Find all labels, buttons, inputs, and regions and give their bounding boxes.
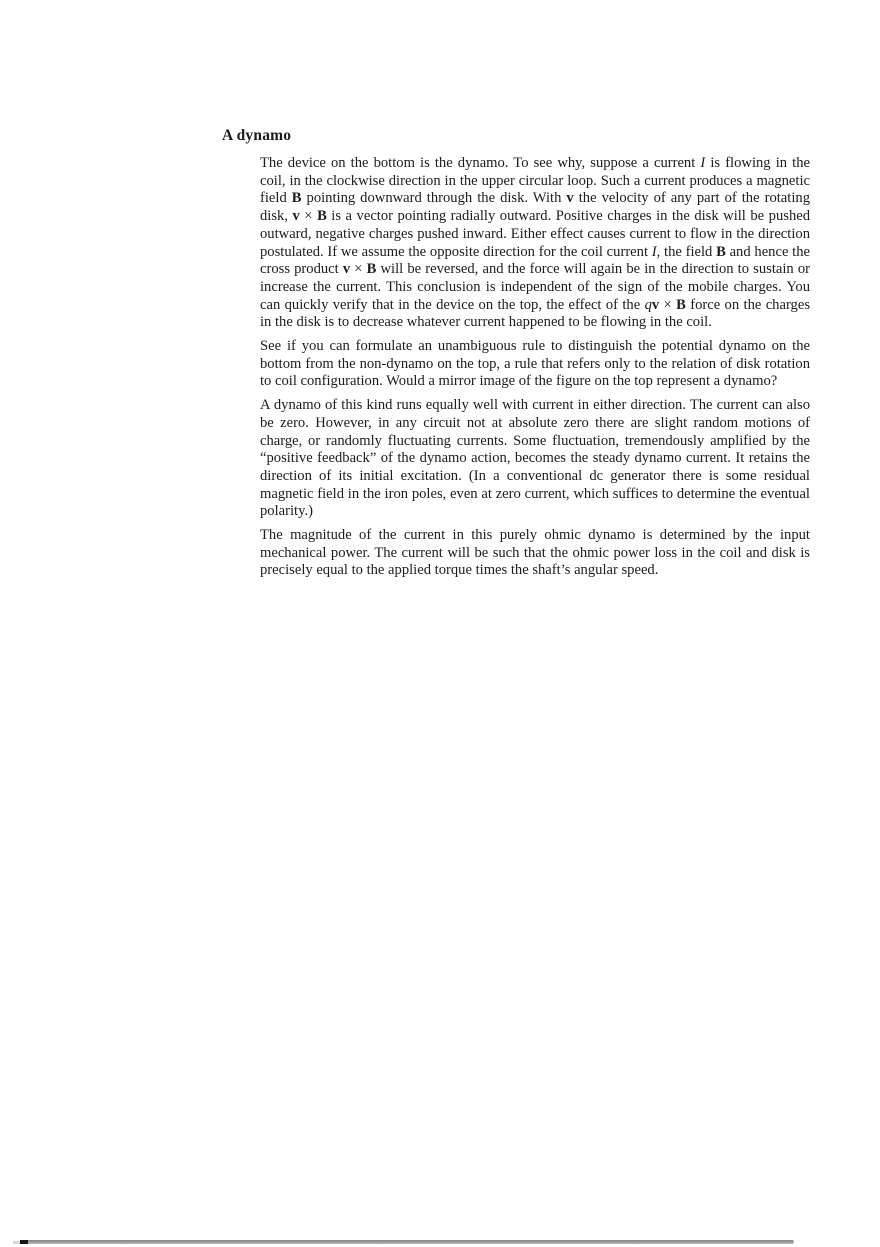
math-symbol: B [317, 208, 327, 225]
text-run: pointing downward through the disk. With [301, 190, 567, 207]
math-symbol: v [651, 296, 660, 313]
text-run: The magnitude of the current in this purely ohmic dynamo is determined by the input mechanical power. The current will be such that the ohmic power loss in the coil and disk is precisely equal to the applied torque times the shaft’s angular speed. [260, 527, 810, 579]
text-run: force on the charges in the disk is to decrease whatever current happened to be flowing in the coil. [260, 296, 811, 331]
page-edge-artifact [0, 1239, 880, 1247]
math-symbol: v [292, 208, 300, 225]
text-run: × [350, 261, 367, 278]
paragraph [260, 397, 810, 521]
math-symbol: I [700, 155, 706, 171]
math-symbol: B [716, 243, 726, 260]
text-run: and hence the cross product [260, 243, 810, 278]
document-body [260, 155, 810, 580]
paragraph [260, 338, 810, 391]
math-symbol: B [676, 296, 686, 313]
edge-gray-bar [28, 1240, 794, 1244]
text-run: , the field [656, 243, 717, 260]
text-run: × [659, 296, 677, 313]
math-symbol: B [366, 261, 377, 278]
text-run: is a vector pointing radially outward. Positive charges in the disk will be pushed outward, negative charges pushed inward. Either effect causes current to flow in the direction postulated. If we assume the opposite direction for the coil current [260, 208, 811, 260]
math-symbol: I [651, 243, 657, 260]
document-root [222, 127, 812, 586]
math-symbol: q [644, 296, 652, 313]
text-run: × [299, 208, 318, 225]
text-run: See if you can formulate an unambiguous rule to distinguish the potential dynamo on the bottom from the non-dynamo on the top, a rule that refers only to the relation of disk rotation to coil configuration. Would a mirror image of the figure on the top represent a dynamo? [260, 338, 810, 390]
paragraph [260, 155, 810, 332]
text-run: The device on the bottom is the dynamo. To see why, suppose a current [260, 155, 701, 171]
paragraph [260, 527, 810, 580]
text-run: A dynamo of this kind runs equally well with current in either direction. The current can also be zero. However, in any circuit not at absolute zero there are slight random motions of charge, or randomly fluctuating currents. Some fluctuation, tremendously amplified by the “positive feedback” of the dynamo action, becomes the steady dynamo current. It retains the direction of its initial excitation. (In a conventional dc generator there is some residual magnetic field in the iron poles, even at zero current, which suffices to determine the eventual polarity.) [260, 397, 810, 520]
math-symbol: v [342, 261, 351, 278]
text-run: is flowing in the coil, in the clockwise direction in the upper circular loop. Such a current produces a magnetic field [260, 155, 810, 207]
text-run: will be reversed, and the force will again be in the direction to sustain or increase the current. This conclusion is independent of the sign of the mobile charges. You can quickly verify that in the device on the top, the effect of the [260, 261, 810, 313]
section-heading: A dynamo [222, 127, 292, 144]
math-symbol: B [291, 190, 302, 207]
math-symbol: v [566, 190, 574, 207]
text-run: the velocity of any part of the rotating disk, [260, 190, 810, 225]
